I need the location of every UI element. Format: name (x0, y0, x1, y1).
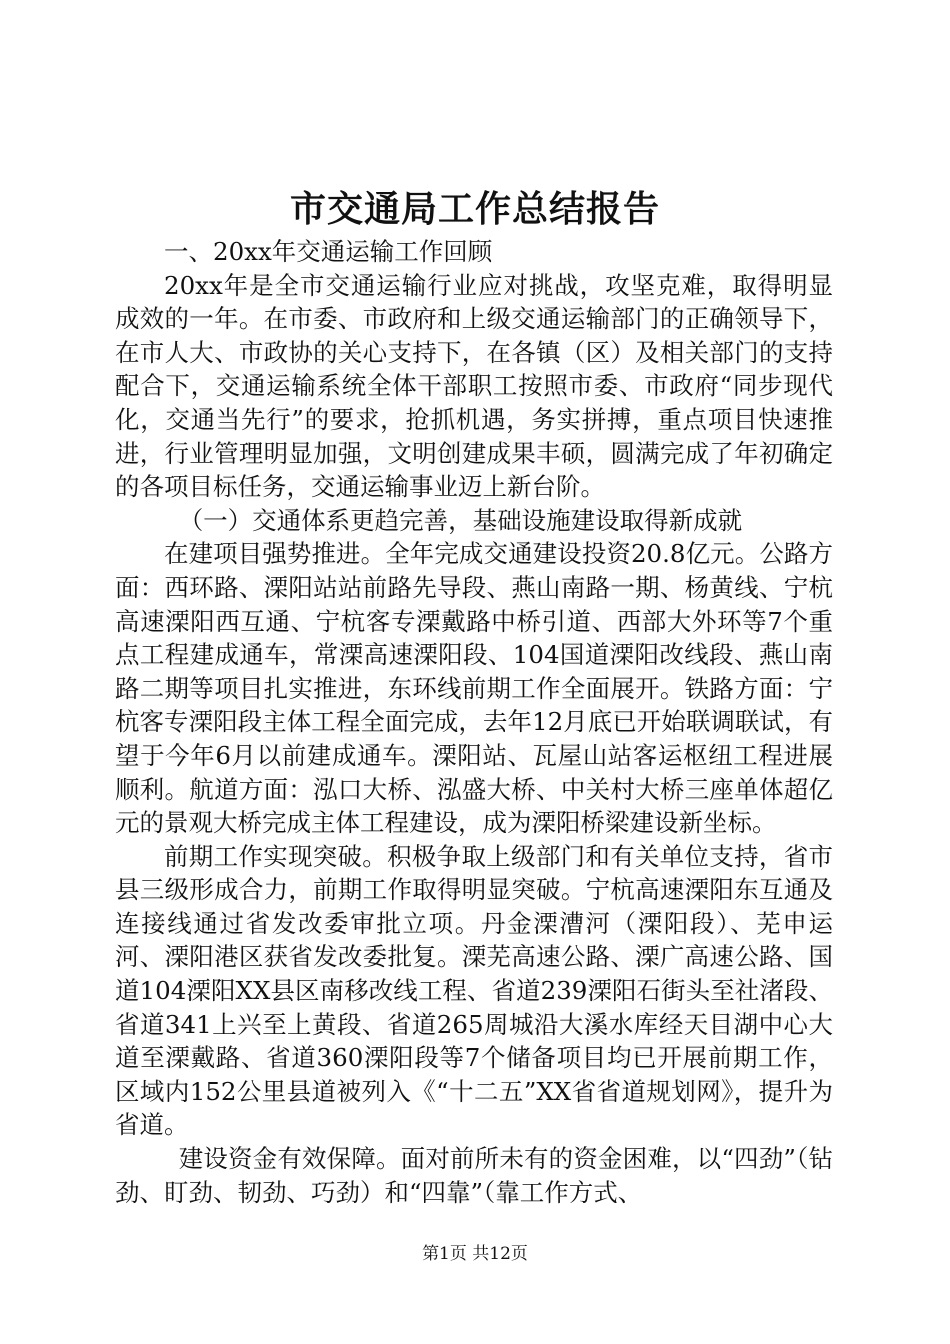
subsection-heading: （一）交通体系更趋完善，基础设施建设取得新成就 (178, 505, 743, 535)
page-number-footer: 第1页 共12页 (422, 1244, 528, 1264)
paragraph: 20xx年是全市交通运输行业应对挑战，攻坚克难，取得明显成效的一年。在市委、市政府和上级交通运输部门的正确领导下，在市人大、市政协的关心支持下，在各镇（区）及相关部门的支持配合下，交通运输系统全体干部职工按照市委、市政府“同步现代化，交通当先行”的要求，抢抓机遇，务实拼搏，重点项目快速推进，行业管理明显加强，文明创建成果丰硕，圆满完成了年初确定的各项目标任务，交通运输事业迈上新台阶。 (115, 270, 833, 502)
document-title: 市交通局工作总结报告 (289, 188, 660, 230)
document-body (115, 235, 833, 1209)
paragraph: 在建项目强势推进。全年完成交通建设投资20.8亿元。公路方面：西环路、溧阳站站前路先导段、燕山南路一期、杨黄线、宁杭高速溧阳西互通、宁杭客专溧戴路中桥引道、西部大外环等7个重点工程建成通车，常溧高速溧阳段、104国道溧阳改线段、燕山南路二期等项目扎实推进，东环线前期工作全面展开。铁路方面：宁杭客专溧阳段主体工程全面完成，去年12月底已开始联调联试，有望于今年6月以前建成通车。溧阳站、瓦屋山站客运枢纽工程进展顺利。航道方面：泓口大桥、泓盛大桥、中关村大桥三座单体超亿元的景观大桥完成主体工程建设，成为溧阳桥梁建设新坐标。 (115, 539, 833, 838)
paragraph: 前期工作实现突破。积极争取上级部门和有关单位支持，省市县三级形成合力，前期工作取得明显突破。宁杭高速溧阳东互通及连接线通过省发改委审批立项。丹金溧漕河（溧阳段）、芜申运河、溧阳港区获省发改委批复。溧芜高速公路、溧广高速公路、国道104溧阳XX县区南移改线工程、省道239溧阳石街头至社渚段、省道341上兴至上黄段、省道265周城沿大溪水库经天目湖中心大道至溧戴路、省道360溧阳段等7个储备项目均已开展前期工作，区域内152公里县道被列入《“十二五”XX省省道规划网》，提升为省道。 (115, 841, 833, 1140)
paragraph: 建设资金有效保障。面对前所未有的资金困难，以“四劲”（钻劲、盯劲、韧劲、巧劲）和“四靠”（靠工作方式、 (115, 1144, 833, 1207)
section-heading: 一、20xx年交通运输工作回顾 (164, 237, 493, 266)
